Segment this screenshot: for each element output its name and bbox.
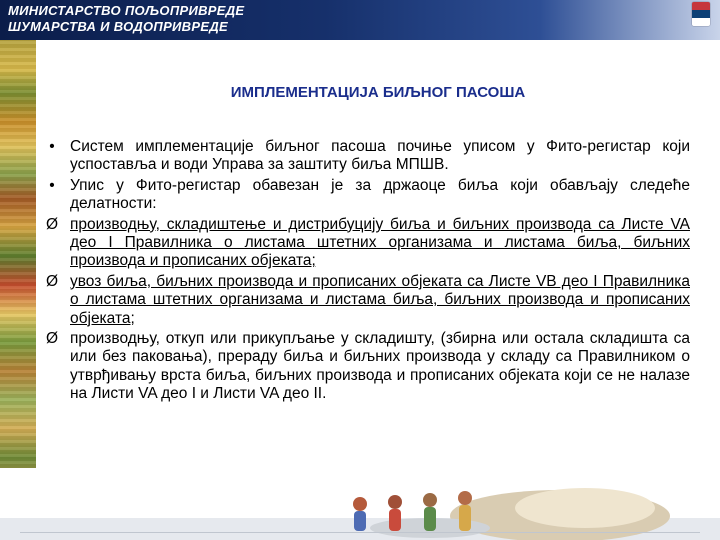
ministry-line-1: МИНИСТАРСТВО ПОЉОПРИВРЕДЕ [8, 3, 245, 18]
page-title: ИМПЛЕМЕНТАЦИЈА БИЉНОГ ПАСОША [230, 84, 526, 101]
serbian-flag-icon [692, 2, 710, 26]
header-banner [0, 0, 720, 40]
bullet-marker: • [49, 138, 55, 155]
list-item-obligation [40, 177, 690, 214]
list-item-text: увоз биља, биљних производа и прописаних објеката са Листе VB део I Правилника о листама штетних организама и листама биља, биљних производа и прописаних објеката; [70, 272, 690, 327]
list-item-text: Систем имплементације биљног пасоша почиње уписом у Фито-регистар који успоставља и води Управа за заштиту биља МПШВ. [70, 138, 690, 174]
arrow-marker-icon: Ø [45, 330, 59, 348]
bottom-illustration [0, 468, 720, 540]
list-item-production [40, 216, 690, 271]
list-item-text: производњу, складиштење и дистрибуцију биља и биљних производа са Листе VA део I Правилника о листама штетних организама и листама биља, биљних производа и прописаних објеката; [70, 215, 690, 270]
list-item-import [40, 273, 690, 328]
list-item-text: производњу, откуп или прикупљање у складишту, (збирна или остала складишта са или без паковања), прераду биља и биљних производа у складу са Правилником о утврђивању врста биља, биљних производа и прописаних објеката који се не налазе на Листи VA део I и Листи VA део II. [70, 330, 690, 403]
bullet-marker: • [49, 176, 55, 194]
list-item-registry [40, 138, 690, 175]
content-list [40, 138, 690, 404]
arrow-marker-icon: Ø [45, 272, 59, 290]
list-item-text: Упис у Фито-регистар обавезан је за држаоце биља који обављају следеће делатности: [70, 176, 690, 213]
list-item-processing [40, 330, 690, 404]
ministry-line-2: ШУМАРСТВА И ВОДОПРИВРЕДЕ [8, 19, 228, 34]
ministry-name [8, 3, 244, 35]
arrow-marker-icon: Ø [45, 215, 59, 233]
side-photo-strip [0, 40, 36, 520]
